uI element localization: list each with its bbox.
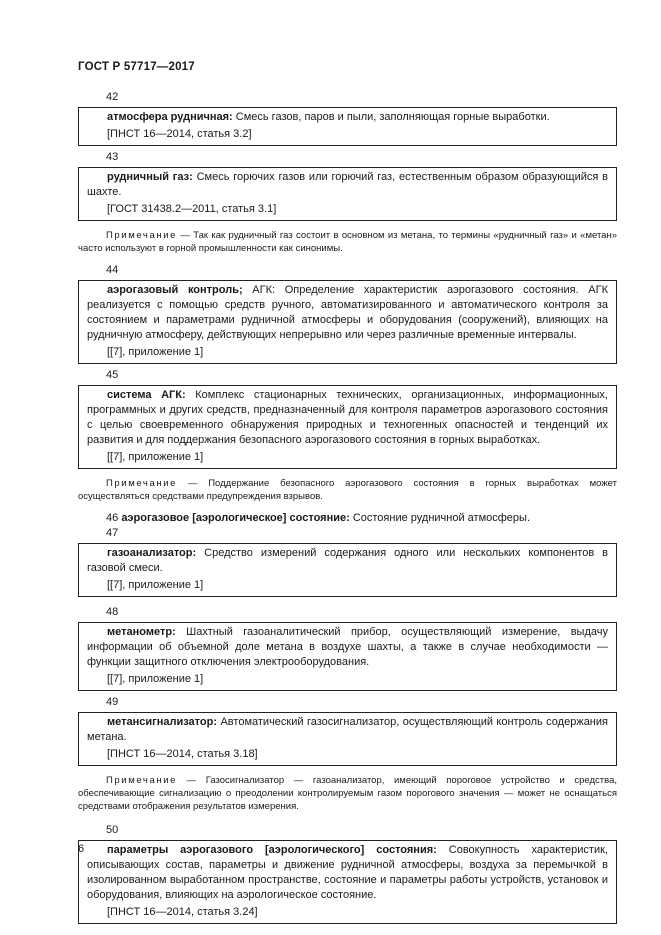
entry-number: 50 — [106, 824, 119, 836]
note: Примечание — Так как рудничный газ состоит в основном из метана, то термины «рудничный газ» и «метан» часто используют в горной промышленности как синонимы. — [78, 230, 617, 254]
entry-number: 47 — [106, 527, 119, 539]
term-source: [[7], приложение 1] — [107, 673, 204, 685]
term-definition: атмосфера рудничная: Смесь газов, паров и пыли, заполняющая горные выработки. — [107, 111, 550, 123]
term-source: [[7], приложение 1] — [107, 451, 204, 463]
term-box — [78, 385, 617, 469]
note: Примечание — Поддержание безопасного аэрогазового состояния в горных выработках может осуществляться средствами предупреждения взрывов. — [78, 478, 617, 502]
term-definition: метансигнализатор: Автоматический газосигнализатор, осуществляющий контроль содержания метана. — [87, 716, 608, 743]
term-name: аэрогазовый контроль; — [107, 284, 243, 296]
term-box — [78, 107, 617, 146]
term-source: [ПНСТ 16—2014, статья 3.18] — [107, 748, 258, 760]
entry-number: 49 — [106, 696, 119, 708]
term-name: рудничный газ: — [107, 171, 193, 183]
term-source: [[7], приложение 1] — [107, 579, 204, 591]
term-box — [78, 167, 617, 221]
term-definition: аэрогазовый контроль; АГК: Определение характеристик аэрогазового состояния. АГК реализуется с помощью средств ручного, автоматизированного и автоматического контроля за состоянием и параметрами рудничной атмосферы и оборудования (сооружений), влияющих на рудничную атмосферу, действующих непрерывно или через различные временные интервалы. — [87, 284, 608, 341]
term-definition: параметры аэрогазового [аэрологического] состояния: Совокупность характеристик, описывающих состав, параметры и движение рудничной атмосферы, воздуха за перемычкой в изолированном выработанном пространстве, состояние и параметры работы устройств, установок и оборудования, влияющих на аэрологическое состояние. — [87, 844, 608, 901]
term-box — [78, 280, 617, 364]
term-definition: газоанализатор: Средство измерений содержания одного или нескольких компонентов в газовой смеси. — [87, 547, 608, 574]
entry-number: 44 — [106, 264, 119, 276]
entry-number: 45 — [106, 369, 119, 381]
term-source: [ПНСТ 16—2014, статья 3.2] — [107, 128, 252, 140]
term-source: [ПНСТ 16—2014, статья 3.24] — [107, 906, 258, 918]
term-inline: 46 аэрогазовое [аэрологическое] состояние: Состояние рудничной атмосферы. — [106, 512, 530, 524]
document-header: ГОСТ Р 57717—2017 — [78, 61, 195, 73]
term-box — [78, 712, 617, 766]
entry-number: 43 — [106, 151, 119, 163]
term-box — [78, 543, 617, 597]
note-label: Примечание — [106, 230, 177, 241]
note-label: Примечание — [106, 478, 177, 489]
term-name: газоанализатор: — [107, 547, 197, 559]
page-number: 6 — [78, 843, 85, 855]
entry-number: 48 — [106, 606, 119, 618]
term-box — [78, 622, 617, 691]
term-source: [[7], приложение 1] — [107, 346, 204, 358]
terms-list — [78, 90, 617, 924]
term-name: атмосфера рудничная: — [107, 111, 233, 123]
term-box — [78, 840, 617, 924]
term-name: параметры аэрогазового [аэрологического] состояния: — [107, 844, 437, 856]
term-name: система АГК: — [107, 389, 186, 401]
note-label: Примечание — [106, 775, 177, 786]
entry-number: 42 — [106, 91, 119, 103]
term-name: аэрогазовое [аэрологическое] состояние: — [121, 512, 350, 524]
term-definition: система АГК: Комплекс стационарных технических, организационных, информационных, программных и других средств, предназначенный для контроля параметров аэрогазового состояния с целью своевременного обнаружения природных и техногенных опасностей и тенденций их развития и для поддержания безопасного аэрогазового состояния в горных выработках. — [87, 389, 608, 446]
term-definition: рудничный газ: Смесь горючих газов или горючий газ, естественным образом образующийся в шахте. — [87, 171, 609, 198]
note: Примечание — Газосигнализатор — газоанализатор, имеющий пороговое устройство и средства, обеспечивающие сигнализацию о преодолении контролируемым газом порогового значения — может не оснащаться средствами отображения результатов измерения. — [78, 775, 617, 812]
term-name: метансигнализатор: — [107, 716, 218, 728]
entry-number: 46 — [106, 512, 119, 524]
term-name: метанометр: — [107, 626, 176, 638]
term-source: [ГОСТ 31438.2—2011, статья 3.1] — [107, 203, 277, 215]
term-definition: метанометр: Шахтный газоаналитический прибор, осуществляющий измерение, выдачу информации об объемной доле метана в воздухе шахты, а также в случае необходимости — функции защитного отключения электрооборудования. — [87, 626, 608, 668]
